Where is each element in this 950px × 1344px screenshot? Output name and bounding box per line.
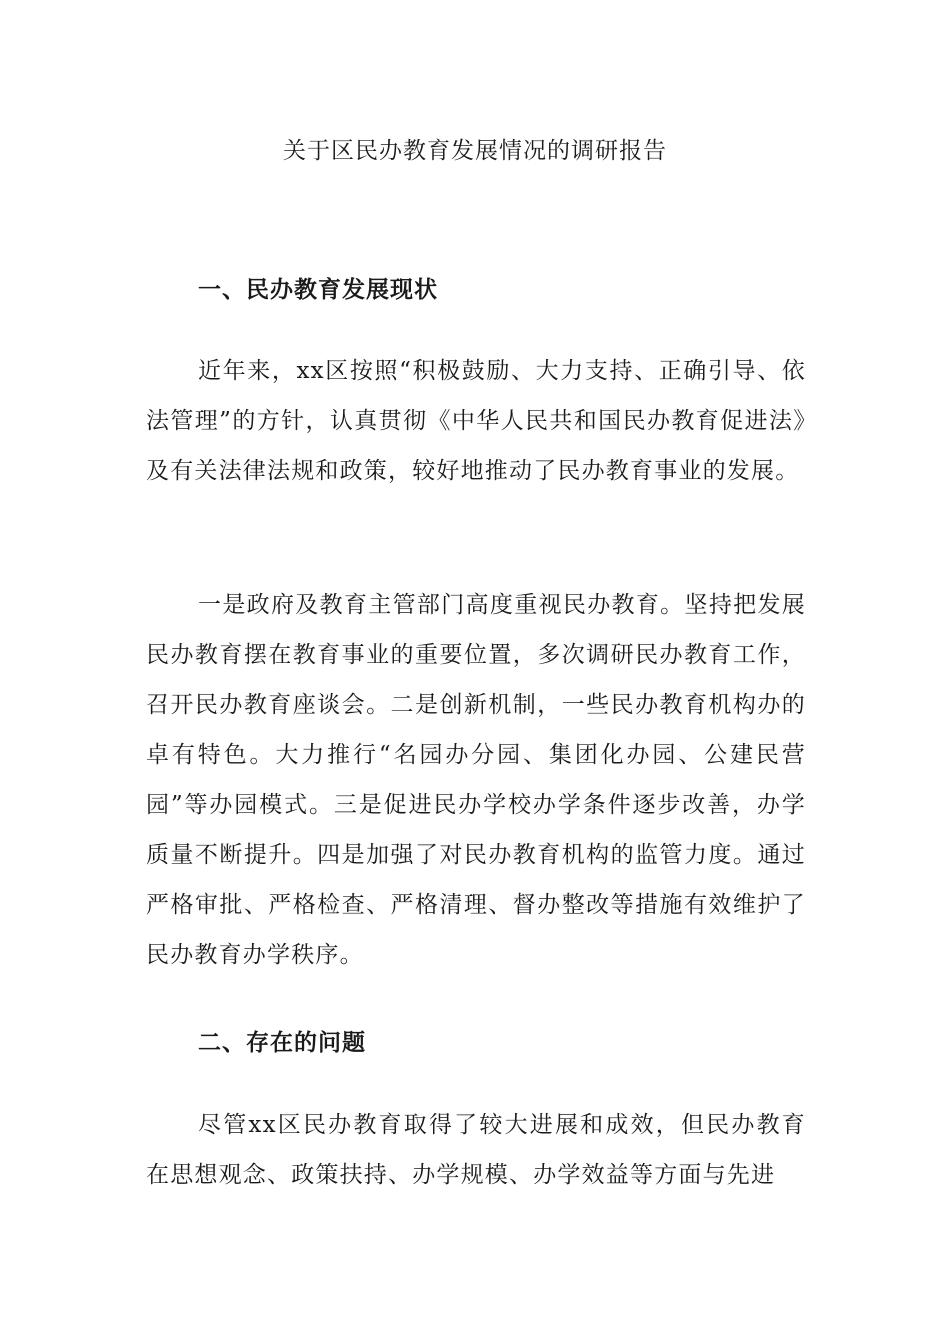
paragraph-problems: 尽管xx区民办教育取得了较大进展和成效，但民办教育在思想观念、政策扶持、办学规模、办学效益等方面与先进	[146, 1112, 806, 1188]
section-heading-status: 一、民办教育发展现状	[198, 276, 438, 303]
document-title: 关于区民办教育发展情况的调研报告	[283, 138, 667, 164]
section-heading-problems: 二、存在的问题	[198, 1029, 366, 1056]
paragraph-intro: 近年来，xx区按照“积极鼓励、大力支持、正确引导、依法管理”的方针，认真贯彻《中华人民共和国民办教育促进法》及有关法律法规和政策，较好地推动了民办教育事业的发展。	[146, 358, 806, 484]
paragraph-achievements: 一是政府及教育主管部门高度重视民办教育。坚持把发展民办教育摆在教育事业的重要位置，多次调研民办教育工作，召开民办教育座谈会。二是创新机制，一些民办教育机构办的卓有特色。大力推行“名园办分园、集团化办园、公建民营园”等办园模式。三是促进民办学校办学条件逐步改善，办学质量不断提升。四是加强了对民办教育机构的监管力度。通过严格审批、严格检查、严格清理、督办整改等措施有效维护了民办教育办学秩序。	[146, 592, 806, 968]
